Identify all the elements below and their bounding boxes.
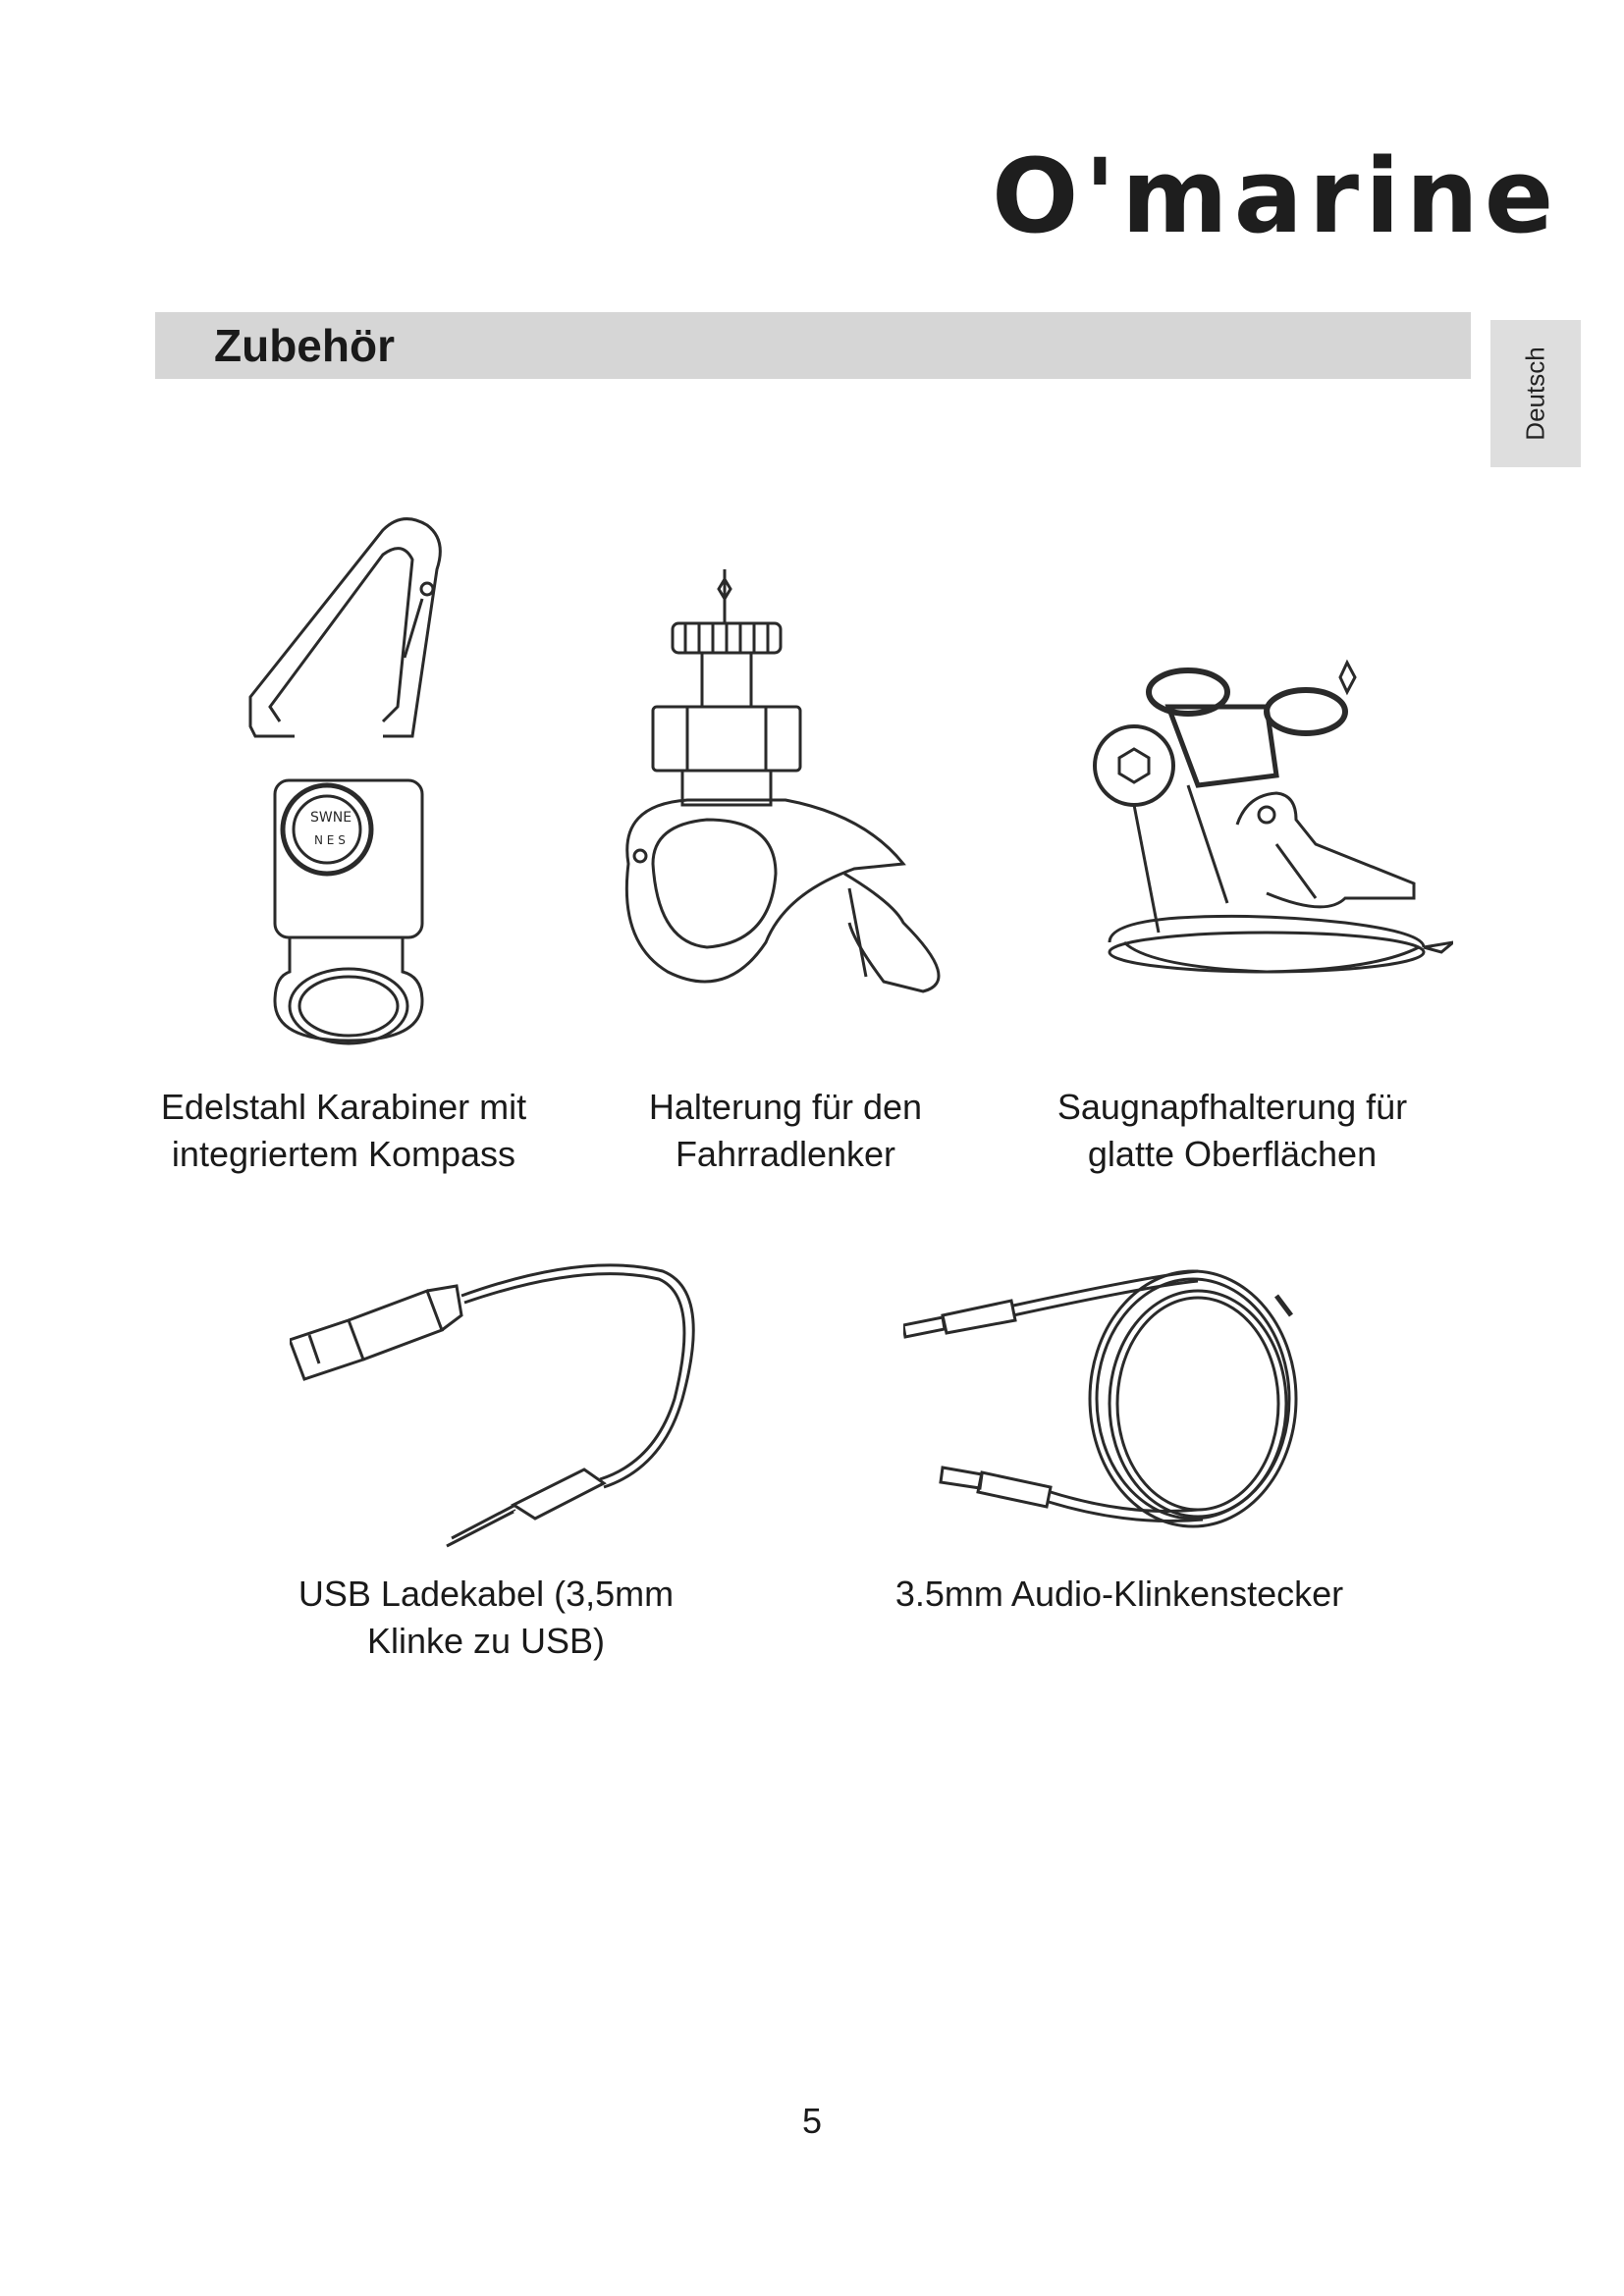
caption-usb-cable (280, 1571, 692, 1665)
usb-cable-illustration (290, 1261, 702, 1566)
audio-cable-illustration (903, 1256, 1316, 1571)
section-header-bar (155, 312, 1471, 379)
caption-line: Saugnapfhalterung für (1056, 1087, 1408, 1127)
caption-line: Halterung für den (648, 1087, 923, 1127)
caption-line: 3.5mm Audio-Klinkenstecker (894, 1574, 1344, 1614)
language-tab-label: Deutsch (1520, 347, 1550, 441)
svg-text:N E S: N E S (314, 833, 346, 847)
caption-line: integriertem Kompass (171, 1134, 516, 1174)
section-title: Zubehör (214, 320, 395, 371)
caption-line: Fahrradlenker (675, 1134, 896, 1174)
brand-logo: O'marine (992, 136, 1560, 256)
suction-cup-mount-illustration (1090, 648, 1453, 991)
caption-line: glatte Oberflächen (1087, 1134, 1378, 1174)
svg-text:SWNE: SWNE (310, 810, 352, 826)
caption-suction-mount (1036, 1084, 1429, 1178)
caption-line: Edelstahl Karabiner mit (160, 1087, 527, 1127)
caption-carabiner (147, 1084, 540, 1178)
caption-line: USB Ladekabel (3,5mm (298, 1574, 675, 1614)
handlebar-mount-illustration (609, 569, 962, 1031)
caption-handlebar-mount (599, 1084, 972, 1178)
carabiner-compass-illustration (236, 510, 471, 1060)
caption-line: Klinke zu USB) (366, 1621, 606, 1661)
language-tab (1490, 320, 1581, 467)
caption-audio-cable (884, 1571, 1355, 1618)
page-number: 5 (801, 2101, 823, 2141)
